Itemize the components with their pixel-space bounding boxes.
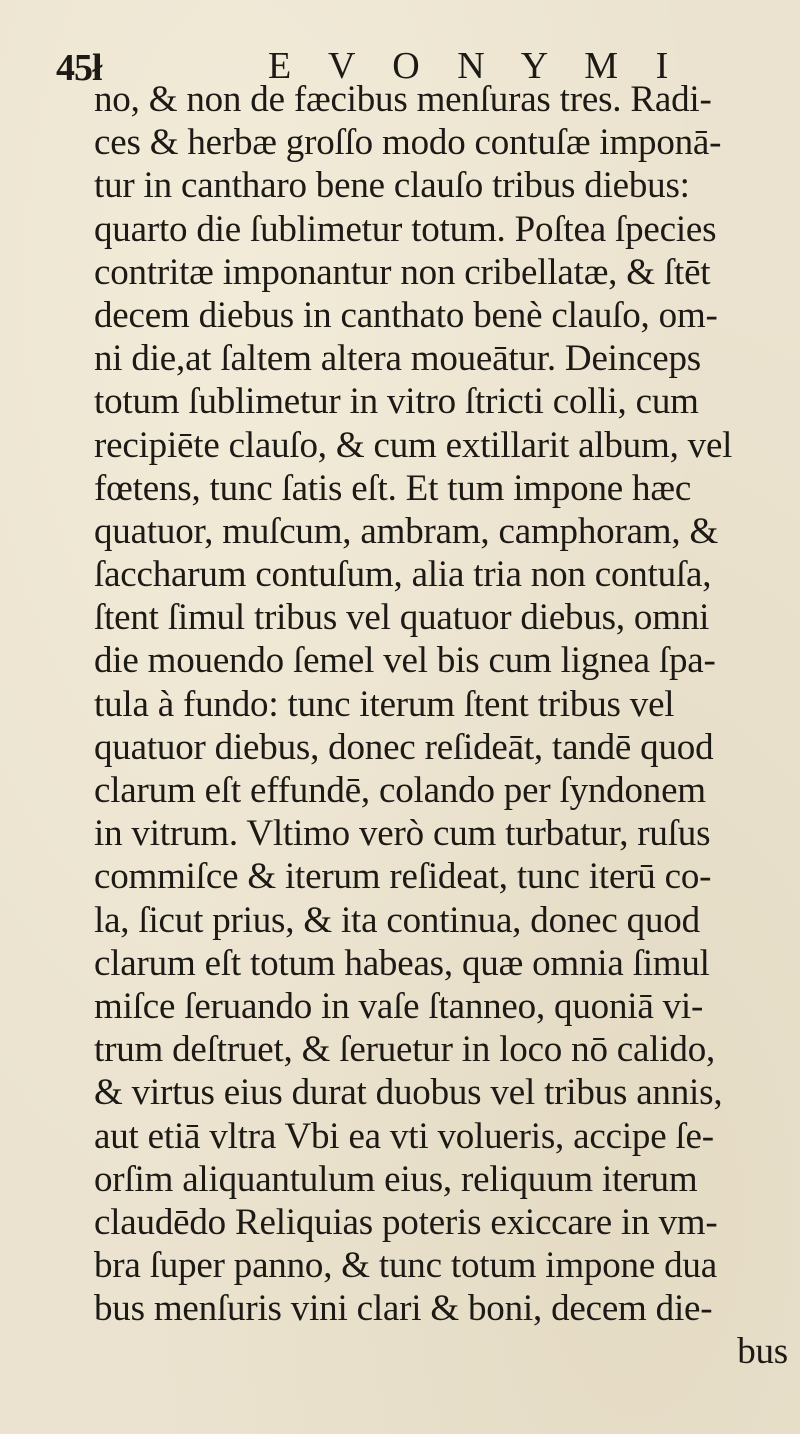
text-line: commiſce & iterum reſideat, tunc iterū co-: [94, 856, 712, 898]
text-line: die mouendo ſemel vel bis cum lignea ſpa-: [94, 640, 716, 682]
text-line: fœtens, tunc ſatis eſt. Et tum impone hæc: [94, 467, 692, 509]
text-line: tur in cantharo bene clauſo tribus diebus:: [94, 165, 690, 207]
text-line: la, ſicut prius, & ita continua, donec quod: [94, 899, 700, 941]
text-line: bus menſuris vini clari & boni, decem die-: [94, 1288, 713, 1330]
body-text: [94, 78, 794, 1374]
text-line: quatuor, muſcum, ambram, camphoram, &: [94, 510, 719, 552]
text-line: quatuor diebus, donec reſideāt, tandē quod: [94, 726, 714, 768]
catchword-line: bus: [737, 1331, 788, 1373]
text-line: trum deſtruet, & ſeruetur in loco nō calido,: [94, 1029, 716, 1071]
text-line: clarum eſt totum habeas, quæ omnia ſimul: [94, 942, 710, 984]
text-line: claudēdo Reliquias poteris exiccare in vm-: [94, 1201, 718, 1243]
text-line: ces & herbæ groſſo modo contuſæ imponā-: [94, 122, 722, 164]
text-line: bra ſuper panno, & tunc totum impone dua: [94, 1245, 717, 1287]
text-line: ſtent ſimul tribus vel quatuor diebus, omni: [94, 597, 710, 639]
text-line: in vitrum. Vltimo verò cum turbatur, ruſus: [94, 813, 711, 855]
text-line: clarum eſt effundē, colando per ſyndonem: [94, 770, 706, 811]
running-head: E V O N Y M I: [268, 45, 683, 87]
text-line: miſce ſeruando in vaſe ſtanneo, quoniā vi-: [94, 985, 704, 1027]
text-line: tula à fundo: tunc iterum ſtent tribus vel: [94, 683, 675, 725]
text-line: ſaccharum contuſum, alia tria non contuſa,: [94, 554, 712, 596]
text-line: decem diebus in canthato benè clauſo, om-: [94, 294, 718, 336]
page-number: 45ł: [56, 47, 102, 89]
text-line: & virtus eius durat duobus vel tribus annis,: [94, 1072, 723, 1114]
text-line: orſim aliquantulum eius, reliquum iterum: [94, 1158, 698, 1200]
text-line: no, & non de fæcibus menſuras tres. Radi-: [94, 79, 712, 120]
text-line: ni die,at ſaltem altera moueātur. Deinceps: [94, 338, 701, 380]
text-line: quarto die ſublimetur totum. Poſtea ſpecies: [94, 208, 717, 250]
text-line: totum ſublimetur in vitro ſtricti colli, cum: [94, 381, 699, 423]
text-line: contritæ imponantur non cribellatæ, & ſtēt: [94, 251, 711, 293]
text-line: recipiēte clauſo, & cum extillarit album, vel: [94, 424, 733, 466]
text-line: aut etiā vltra Vbi ea vti volueris, accipe ſe-: [94, 1115, 714, 1157]
